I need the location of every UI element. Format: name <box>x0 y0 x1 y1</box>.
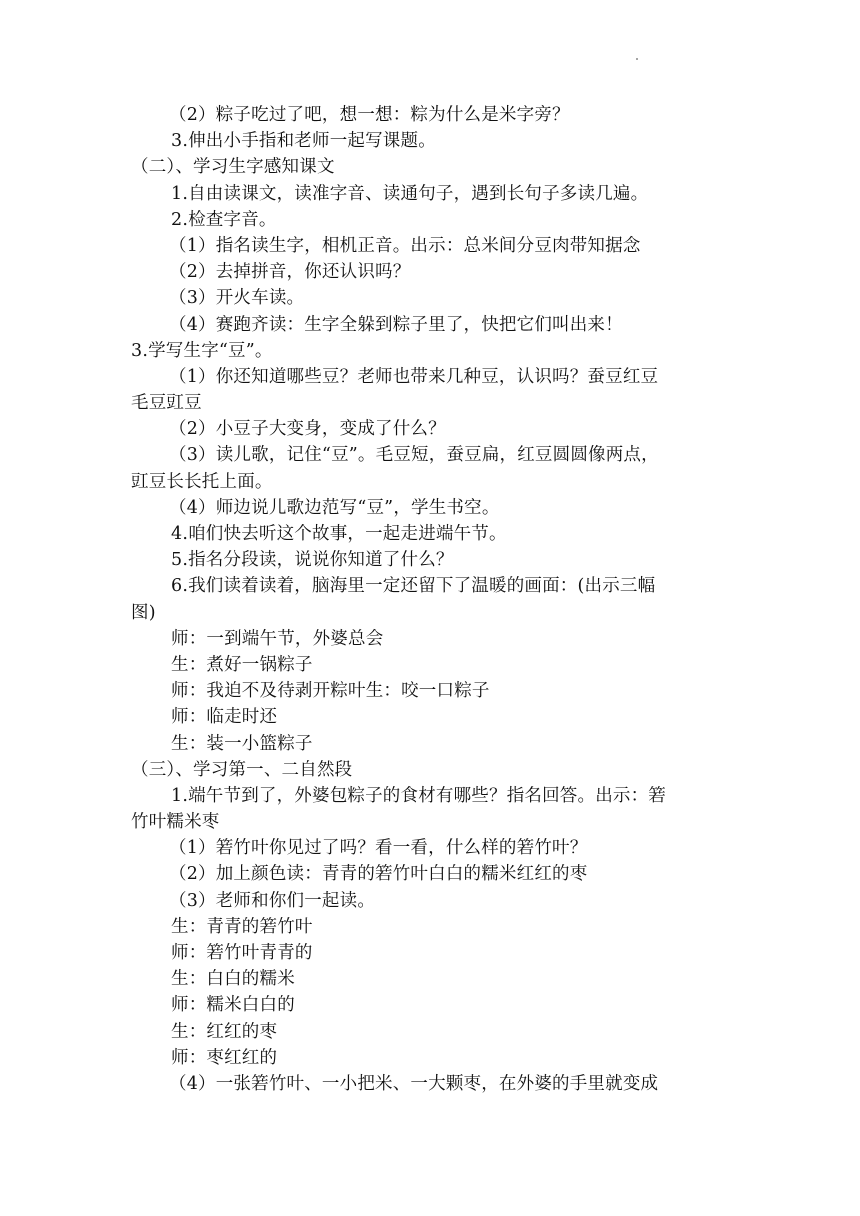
text-line: （4）师边说儿歌边范写“豆”，学生书空。 <box>169 497 500 518</box>
text-line: 图) <box>131 602 156 623</box>
text-line: 师：箬竹叶青青的 <box>171 943 313 963</box>
text-line: 3.学写生字“豆”。 <box>131 340 273 361</box>
text-line: 生：红红的枣 <box>171 1021 278 1042</box>
text-line: （1）箬竹叶你见过了吗？看一看，什么样的箬竹叶？ <box>169 838 588 859</box>
text-line: 6.我们读着读着，脑海里一定还留下了温暖的画面：(出示三幅 <box>171 576 656 597</box>
text-line: （二）、学习生字感知课文 <box>131 157 335 178</box>
text-line: 3.伸出小手指和老师一起写课题。 <box>171 131 436 152</box>
text-line: 生：煮好一锅粽子 <box>171 654 313 675</box>
text-line: （3）老师和你们一起读。 <box>169 890 376 911</box>
text-line: 豇豆长长托上面。 <box>131 471 273 492</box>
text-line: 竹叶糯米枣 <box>131 812 220 833</box>
text-line: （3）开火车读。 <box>169 288 305 309</box>
text-line: （三）、学习第一、二自然段 <box>131 759 353 780</box>
text-line: 4.咱们快去听这个故事，一起走进端午节。 <box>171 524 507 544</box>
text-line: （2）粽子吃过了吧，想一想：粽为什么是米字旁？ <box>169 105 570 125</box>
document-body <box>131 102 731 1097</box>
text-line: 生：青青的箬竹叶 <box>171 916 313 937</box>
text-line: （1）指名读生字，相机正音。出示：总米间分豆肉带知据念 <box>169 235 641 256</box>
text-line: （4）一张箬竹叶、一小把米、一大颗枣，在外婆的手里就变成 <box>169 1073 659 1094</box>
text-line: 2.检查字音。 <box>171 209 277 230</box>
text-line: 师：糯米白白的 <box>171 995 295 1016</box>
text-line: 毛豆豇豆 <box>131 393 202 414</box>
text-line: （4）赛跑齐读：生字全躲到粽子里了，快把它们叫出来！ <box>169 314 623 335</box>
page-speck <box>636 58 638 60</box>
text-line: （3）读儿歌，记住“豆”。毛豆短，蚕豆扁，红豆圆圆像两点， <box>169 445 659 466</box>
text-line: 师：枣红红的 <box>171 1047 278 1068</box>
text-line: 师：一到端午节，外婆总会 <box>171 628 384 649</box>
text-line: 生：白白的糯米 <box>171 969 295 990</box>
text-line: 生：装一小篮粽子 <box>171 733 313 754</box>
text-line: 5.指名分段读，说说你知道了什么？ <box>171 550 454 571</box>
text-line: （2）加上颜色读：青青的箬竹叶白白的糯米红红的枣 <box>169 864 588 885</box>
text-line: （1）你还知道哪些豆？老师也带来几种豆，认识吗？蚕豆红豆 <box>169 366 659 387</box>
text-line: 师：临走时还 <box>171 707 278 728</box>
text-line: 1.端午节到了，外婆包粽子的食材有哪些？指名回答。出示：箬 <box>171 785 666 806</box>
text-line: 1.自由读课文，读准字音、读通句子，遇到长句子多读几遍。 <box>171 183 649 204</box>
text-line: （2）小豆子大变身，变成了什么？ <box>169 419 446 440</box>
text-line: （2）去掉拼音，你还认识吗？ <box>169 262 411 283</box>
text-line: 师：我迫不及待剥开粽叶生：咬一口粽子 <box>171 681 490 702</box>
